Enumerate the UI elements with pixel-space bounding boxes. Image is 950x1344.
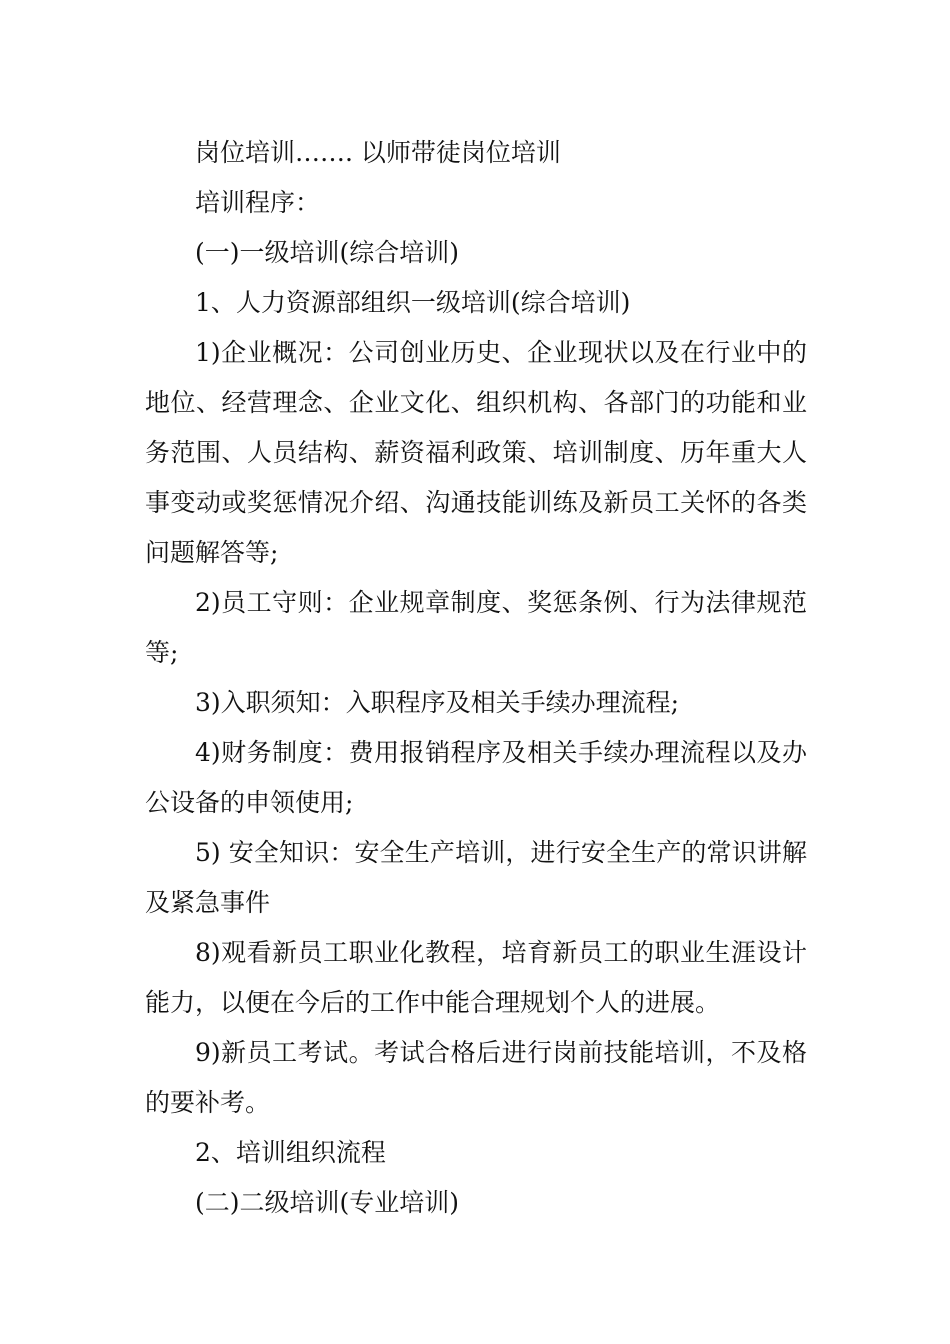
document-body: [145, 128, 807, 1228]
section-heading-level-one-training: (一)一级培训(综合培训): [195, 238, 460, 267]
list-item-onboarding-notes: 3)入职须知：入职程序及相关手续办理流程;: [195, 688, 680, 717]
paragraph-training-procedure-heading: 培训程序：: [195, 188, 321, 217]
list-item-new-employee-exam: 9)新员工考试。考试合格后进行岗前技能培训，不及格的要补考。: [145, 1038, 807, 1117]
list-item-employee-rules: 2)员工守则：企业规章制度、奖惩条例、行为法律规范等;: [145, 588, 807, 667]
section-heading-level-two-training: (二)二级培训(专业培训): [195, 1188, 460, 1217]
list-item-company-overview: 1)企业概况：公司创业历史、企业现状以及在行业中的地位、经营理念、企业文化、组织机构、各部门的功能和业务范围、人员结构、薪资福利政策、培训制度、历年重大人事变动或奖惩情况介绍、沟通技能训练及新员工关怀的各类问题解答等;: [145, 338, 807, 567]
subsection-heading-training-process: 2、培训组织流程: [195, 1138, 386, 1167]
subsection-heading-hr-training: 1、人力资源部组织一级培训(综合培训): [195, 288, 631, 317]
list-item-safety-knowledge: 5) 安全知识：安全生产培训，进行安全生产的常识讲解及紧急事件: [145, 838, 807, 917]
list-item-finance-system: 4)财务制度：费用报销程序及相关手续办理流程以及办公设备的申领使用;: [145, 738, 807, 817]
paragraph-training-methods: 岗位培训……. 以师带徒岗位培训: [195, 138, 561, 167]
list-item-career-video: 8)观看新员工职业化教程，培育新员工的职业生涯设计能力，以便在今后的工作中能合理规划个人的进展。: [145, 938, 807, 1017]
